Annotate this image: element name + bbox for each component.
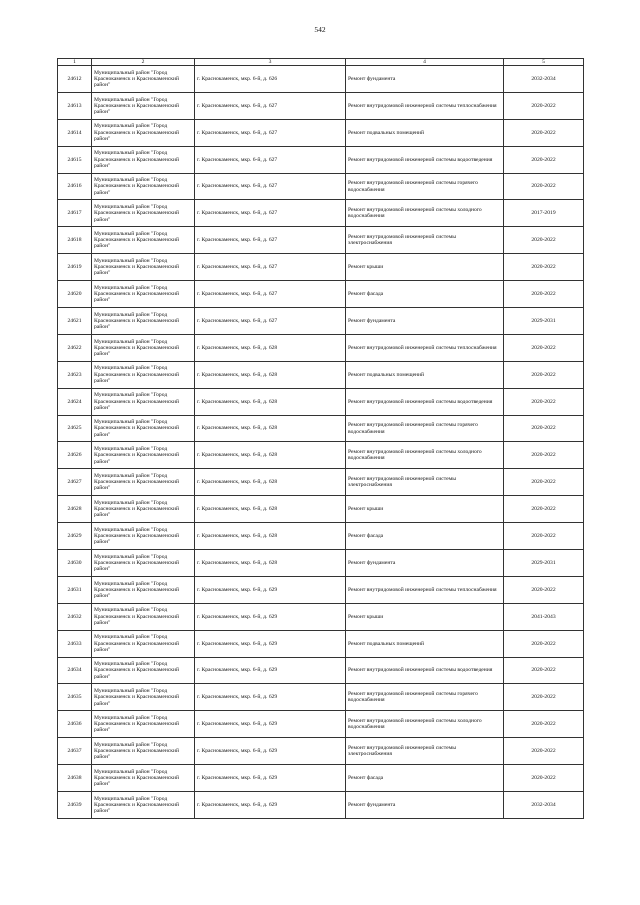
municipality-cell: Муниципальный район "Город Краснокаменск и Краснокаменский район"	[92, 792, 195, 819]
work-type-cell: Ремонт внутридомовой инженерной системы электроснабжения	[346, 738, 504, 765]
period-cell: 2020-2022	[504, 469, 584, 496]
address-cell: г. Краснокаменск, мкр. 6-й, д. 627	[195, 308, 346, 335]
column-header-2: 2	[92, 59, 195, 66]
column-header-3: 3	[195, 59, 346, 66]
row-number: 24639	[58, 792, 92, 819]
address-cell: г. Краснокаменск, мкр. 6-й, д. 627	[195, 254, 346, 281]
row-number: 24626	[58, 442, 92, 469]
address-cell: г. Краснокаменск, мкр. 6-й, д. 627	[195, 227, 346, 254]
table-row	[58, 792, 584, 819]
table-row	[58, 630, 584, 657]
table-row	[58, 146, 584, 173]
row-number: 24633	[58, 630, 92, 657]
work-type-cell: Ремонт внутридомовой инженерной системы холодного водоснабжения	[346, 711, 504, 738]
row-number: 24615	[58, 146, 92, 173]
period-cell: 2020-2022	[504, 227, 584, 254]
period-cell: 2041-2043	[504, 603, 584, 630]
address-cell: г. Краснокаменск, мкр. 6-й, д. 627	[195, 200, 346, 227]
municipality-cell: Муниципальный район "Город Краснокаменск и Краснокаменский район"	[92, 146, 195, 173]
period-cell: 2020-2022	[504, 442, 584, 469]
municipality-cell: Муниципальный район "Город Краснокаменск и Краснокаменский район"	[92, 334, 195, 361]
row-number: 24631	[58, 576, 92, 603]
address-cell: г. Краснокаменск, мкр. 6-й, д. 627	[195, 173, 346, 200]
work-type-cell: Ремонт крыши	[346, 254, 504, 281]
address-cell: г. Краснокаменск, мкр. 6-й, д. 627	[195, 92, 346, 119]
row-number: 24619	[58, 254, 92, 281]
table-row	[58, 281, 584, 308]
row-number: 24634	[58, 657, 92, 684]
address-cell: г. Краснокаменск, мкр. 6-й, д. 628	[195, 550, 346, 577]
municipality-cell: Муниципальный район "Город Краснокаменск и Краснокаменский район"	[92, 603, 195, 630]
address-cell: г. Краснокаменск, мкр. 6-й, д. 629	[195, 684, 346, 711]
table-row	[58, 254, 584, 281]
address-cell: г. Краснокаменск, мкр. 6-й, д. 628	[195, 442, 346, 469]
table-row	[58, 173, 584, 200]
table-row	[58, 308, 584, 335]
work-type-cell: Ремонт подвальных помещений	[346, 361, 504, 388]
row-number: 24622	[58, 334, 92, 361]
address-cell: г. Краснокаменск, мкр. 6-й, д. 628	[195, 361, 346, 388]
period-cell: 2029-2031	[504, 308, 584, 335]
work-type-cell: Ремонт внутридомовой инженерной системы теплоснабжения	[346, 576, 504, 603]
table-row	[58, 119, 584, 146]
column-header-4: 4	[346, 59, 504, 66]
table-row	[58, 738, 584, 765]
address-cell: г. Краснокаменск, мкр. 6-й, д. 626	[195, 66, 346, 93]
table-row	[58, 657, 584, 684]
municipality-cell: Муниципальный район "Город Краснокаменск и Краснокаменский район"	[92, 469, 195, 496]
work-type-cell: Ремонт фасада	[346, 765, 504, 792]
address-cell: г. Краснокаменск, мкр. 6-й, д. 628	[195, 469, 346, 496]
municipality-cell: Муниципальный район "Город Краснокаменск и Краснокаменский район"	[92, 281, 195, 308]
work-type-cell: Ремонт внутридомовой инженерной системы водоотведения	[346, 657, 504, 684]
table-row	[58, 442, 584, 469]
municipality-cell: Муниципальный район "Город Краснокаменск и Краснокаменский район"	[92, 308, 195, 335]
table-row	[58, 227, 584, 254]
row-number: 24630	[58, 550, 92, 577]
period-cell: 2020-2022	[504, 173, 584, 200]
period-cell: 2029-2031	[504, 550, 584, 577]
work-type-cell: Ремонт внутридомовой инженерной системы электроснабжения	[346, 227, 504, 254]
period-cell: 2020-2022	[504, 496, 584, 523]
work-type-cell: Ремонт внутридомовой инженерной системы горячего водоснабжения	[346, 415, 504, 442]
municipality-cell: Муниципальный район "Город Краснокаменск и Краснокаменский район"	[92, 684, 195, 711]
period-cell: 2020-2022	[504, 146, 584, 173]
municipality-cell: Муниципальный район "Город Краснокаменск и Краснокаменский район"	[92, 765, 195, 792]
row-number: 24621	[58, 308, 92, 335]
table-row	[58, 684, 584, 711]
row-number: 24620	[58, 281, 92, 308]
table-row	[58, 765, 584, 792]
period-cell: 2020-2022	[504, 523, 584, 550]
address-cell: г. Краснокаменск, мкр. 6-й, д. 629	[195, 711, 346, 738]
municipality-cell: Муниципальный район "Город Краснокаменск и Краснокаменский район"	[92, 738, 195, 765]
table-row	[58, 388, 584, 415]
period-cell: 2020-2022	[504, 361, 584, 388]
row-number: 24638	[58, 765, 92, 792]
row-number: 24616	[58, 173, 92, 200]
work-type-cell: Ремонт внутридомовой инженерной системы горячего водоснабжения	[346, 684, 504, 711]
municipality-cell: Муниципальный район "Город Краснокаменск и Краснокаменский район"	[92, 173, 195, 200]
period-cell: 2032-2034	[504, 66, 584, 93]
row-number: 24618	[58, 227, 92, 254]
period-cell: 2020-2022	[504, 254, 584, 281]
period-cell: 2017-2019	[504, 200, 584, 227]
address-cell: г. Краснокаменск, мкр. 6-й, д. 629	[195, 576, 346, 603]
municipality-cell: Муниципальный район "Город Краснокаменск и Краснокаменский район"	[92, 523, 195, 550]
table-row	[58, 711, 584, 738]
table-row	[58, 603, 584, 630]
row-number: 24624	[58, 388, 92, 415]
municipality-cell: Муниципальный район "Город Краснокаменск и Краснокаменский район"	[92, 66, 195, 93]
table-row	[58, 550, 584, 577]
period-cell: 2020-2022	[504, 281, 584, 308]
row-number: 24612	[58, 66, 92, 93]
period-cell: 2020-2022	[504, 711, 584, 738]
work-type-cell: Ремонт внутридомовой инженерной системы теплоснабжения	[346, 334, 504, 361]
work-type-cell: Ремонт фундамента	[346, 550, 504, 577]
work-type-cell: Ремонт крыши	[346, 496, 504, 523]
row-number: 24625	[58, 415, 92, 442]
municipality-cell: Муниципальный район "Город Краснокаменск и Краснокаменский район"	[92, 576, 195, 603]
work-type-cell: Ремонт фундамента	[346, 792, 504, 819]
row-number: 24629	[58, 523, 92, 550]
period-cell: 2020-2022	[504, 92, 584, 119]
period-cell: 2032-2034	[504, 792, 584, 819]
address-cell: г. Краснокаменск, мкр. 6-й, д. 628	[195, 496, 346, 523]
municipality-cell: Муниципальный район "Город Краснокаменск и Краснокаменский район"	[92, 227, 195, 254]
address-cell: г. Краснокаменск, мкр. 6-й, д. 628	[195, 334, 346, 361]
period-cell: 2020-2022	[504, 415, 584, 442]
table-row	[58, 415, 584, 442]
municipality-cell: Муниципальный район "Город Краснокаменск и Краснокаменский район"	[92, 92, 195, 119]
municipality-cell: Муниципальный район "Город Краснокаменск и Краснокаменский район"	[92, 496, 195, 523]
address-cell: г. Краснокаменск, мкр. 6-й, д. 629	[195, 792, 346, 819]
row-number: 24627	[58, 469, 92, 496]
period-cell: 2020-2022	[504, 334, 584, 361]
address-cell: г. Краснокаменск, мкр. 6-й, д. 628	[195, 388, 346, 415]
column-header-1: 1	[58, 59, 92, 66]
municipality-cell: Муниципальный район "Город Краснокаменск и Краснокаменский район"	[92, 415, 195, 442]
municipality-cell: Муниципальный район "Город Краснокаменск и Краснокаменский район"	[92, 200, 195, 227]
municipality-cell: Муниципальный район "Город Краснокаменск и Краснокаменский район"	[92, 657, 195, 684]
work-type-cell: Ремонт подвальных помещений	[346, 119, 504, 146]
work-type-cell: Ремонт фасада	[346, 523, 504, 550]
address-cell: г. Краснокаменск, мкр. 6-й, д. 627	[195, 119, 346, 146]
table-row	[58, 200, 584, 227]
row-number: 24617	[58, 200, 92, 227]
table-row	[58, 361, 584, 388]
period-cell: 2020-2022	[504, 576, 584, 603]
table-row	[58, 576, 584, 603]
table-row	[58, 469, 584, 496]
table-header-row	[58, 59, 584, 66]
address-cell: г. Краснокаменск, мкр. 6-й, д. 629	[195, 657, 346, 684]
row-number: 24628	[58, 496, 92, 523]
address-cell: г. Краснокаменск, мкр. 6-й, д. 628	[195, 415, 346, 442]
address-cell: г. Краснокаменск, мкр. 6-й, д. 628	[195, 523, 346, 550]
period-cell: 2020-2022	[504, 630, 584, 657]
table-row	[58, 66, 584, 93]
address-cell: г. Краснокаменск, мкр. 6-й, д. 629	[195, 603, 346, 630]
period-cell: 2020-2022	[504, 738, 584, 765]
work-type-cell: Ремонт крыши	[346, 603, 504, 630]
row-number: 24614	[58, 119, 92, 146]
period-cell: 2020-2022	[504, 119, 584, 146]
work-type-cell: Ремонт внутридомовой инженерной системы теплоснабжения	[346, 92, 504, 119]
address-cell: г. Краснокаменск, мкр. 6-й, д. 629	[195, 630, 346, 657]
municipality-cell: Муниципальный район "Город Краснокаменск и Краснокаменский район"	[92, 711, 195, 738]
period-cell: 2020-2022	[504, 684, 584, 711]
table-row	[58, 92, 584, 119]
work-type-cell: Ремонт фасада	[346, 281, 504, 308]
table-body	[58, 66, 584, 819]
column-header-5: 5	[504, 59, 584, 66]
address-cell: г. Краснокаменск, мкр. 6-й, д. 627	[195, 146, 346, 173]
municipality-cell: Муниципальный район "Город Краснокаменск и Краснокаменский район"	[92, 388, 195, 415]
address-cell: г. Краснокаменск, мкр. 6-й, д. 627	[195, 281, 346, 308]
work-type-cell: Ремонт внутридомовой инженерной системы холодного водоснабжения	[346, 200, 504, 227]
work-type-cell: Ремонт внутридомовой инженерной системы водоотведения	[346, 146, 504, 173]
period-cell: 2020-2022	[504, 657, 584, 684]
municipality-cell: Муниципальный район "Город Краснокаменск и Краснокаменский район"	[92, 630, 195, 657]
table-row	[58, 523, 584, 550]
municipality-cell: Муниципальный район "Город Краснокаменск и Краснокаменский район"	[92, 119, 195, 146]
municipality-cell: Муниципальный район "Город Краснокаменск и Краснокаменский район"	[92, 254, 195, 281]
work-type-cell: Ремонт внутридомовой инженерной системы водоотведения	[346, 388, 504, 415]
table-row	[58, 334, 584, 361]
municipality-cell: Муниципальный район "Город Краснокаменск и Краснокаменский район"	[92, 550, 195, 577]
work-type-cell: Ремонт фундамента	[346, 66, 504, 93]
row-number: 24637	[58, 738, 92, 765]
period-cell: 2020-2022	[504, 388, 584, 415]
municipality-cell: Муниципальный район "Город Краснокаменск и Краснокаменский район"	[92, 442, 195, 469]
row-number: 24623	[58, 361, 92, 388]
period-cell: 2020-2022	[504, 765, 584, 792]
address-cell: г. Краснокаменск, мкр. 6-й, д. 629	[195, 765, 346, 792]
work-type-cell: Ремонт внутридомовой инженерной системы холодного водоснабжения	[346, 442, 504, 469]
repair-schedule-table	[57, 58, 584, 819]
row-number: 24632	[58, 603, 92, 630]
address-cell: г. Краснокаменск, мкр. 6-й, д. 629	[195, 738, 346, 765]
row-number: 24613	[58, 92, 92, 119]
row-number: 24635	[58, 684, 92, 711]
page-number: 542	[314, 25, 326, 34]
table-row	[58, 496, 584, 523]
row-number: 24636	[58, 711, 92, 738]
work-type-cell: Ремонт внутридомовой инженерной системы горячего водоснабжения	[346, 173, 504, 200]
municipality-cell: Муниципальный район "Город Краснокаменск и Краснокаменский район"	[92, 361, 195, 388]
work-type-cell: Ремонт фундамента	[346, 308, 504, 335]
work-type-cell: Ремонт подвальных помещений	[346, 630, 504, 657]
work-type-cell: Ремонт внутридомовой инженерной системы электроснабжения	[346, 469, 504, 496]
